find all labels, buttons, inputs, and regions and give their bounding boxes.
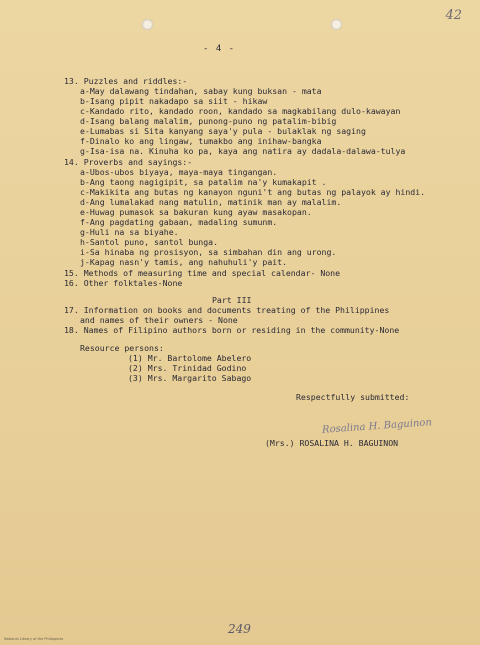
punch-hole-left — [142, 19, 153, 30]
section-13-heading: 13. Puzzles and riddles:- — [64, 76, 188, 86]
proverb-e: e-Huwag pumasok sa bakuran kung ayaw masakopan. — [80, 207, 312, 217]
section-16: 16. Other folktales-None — [64, 278, 183, 288]
proverb-g: g-Huli na sa biyahe. — [80, 227, 179, 237]
resource-person-2: (2) Mrs. Trinidad Godino — [128, 363, 247, 373]
closing-phrase: Respectfully submitted: — [296, 392, 410, 402]
riddle-a: a-May dalawang tindahan, sabay kung buksan - mata — [80, 86, 322, 96]
handwritten-signature: Rosalina H. Baguinon — [321, 417, 433, 436]
resource-persons-heading: Resource persons: — [80, 343, 164, 353]
section-14-heading: 14. Proverbs and sayings:- — [64, 157, 193, 167]
riddle-g: g-Isa-isa na. Kinuha ko pa, kaya ang natira ay dadala-dalawa-tulya — [80, 146, 406, 156]
riddle-c: c-Kandado rito, kandado roon, kandado sa magkabilang dulo-kawayan — [80, 106, 401, 116]
proverb-c: c-Makikita ang butas ng kanayon nguni't ang butas ng palayok ay hindi. — [80, 187, 426, 197]
resource-person-1: (1) Mr. Bartolome Abelero — [128, 353, 252, 363]
riddle-f: f-Dinalo ko ang lingaw, tumakbo ang inihaw-bangka — [80, 136, 322, 146]
proverb-h: h-Santol puno, santol bunga. — [80, 237, 219, 247]
proverb-d: d-Ang lumalakad nang matulin, matinik man ay malalim. — [80, 197, 342, 207]
proverb-f: f-Ang pagdating gabaan, madaling sumunm. — [80, 217, 278, 227]
part-iii-heading: Part III — [212, 295, 252, 305]
section-15: 15. Methods of measuring time and special calendar- None — [64, 268, 341, 278]
corner-page-number: 42 — [445, 8, 462, 23]
page-number: - 4 - — [203, 44, 236, 54]
riddle-b: b-Isang pipit nakadapo sa siit - hikaw — [80, 96, 268, 106]
proverb-a: a-Ubos-ubos biyaya, maya-maya tingangan. — [80, 167, 278, 177]
riddle-d: d-Isang balang malalim, punong-puno ng patalim-bibig — [80, 116, 337, 126]
section-17: 17. Information on books and documents treating of the Philippines — [64, 305, 390, 315]
proverb-i: i-Sa hinaba ng prosisyon, sa simbahan din ang urong. — [80, 247, 337, 257]
microfilm-note: National Library of the Philippines — [4, 637, 64, 641]
section-18: 18. Names of Filipino authors born or residing in the community-None — [64, 325, 400, 335]
proverb-j: j-Kapag nasn'y tamis, ang nahuhuli'y pait. — [80, 257, 288, 267]
punch-hole-right — [331, 19, 342, 30]
resource-person-3: (3) Mrs. Margarito Sabago — [128, 373, 252, 383]
proverb-b: b-Ang taong nagigipit, sa patalim na'y kumakapit . — [80, 177, 327, 187]
handwritten-folio-number: 249 — [228, 622, 251, 636]
signatory-name: (Mrs.) ROSALINA H. BAGUINON — [265, 438, 399, 448]
riddle-e: e-Lumabas si Sita kanyang saya'y pula - bulaklak ng saging — [80, 126, 366, 136]
section-17-cont: and names of their owners - None — [80, 315, 238, 325]
